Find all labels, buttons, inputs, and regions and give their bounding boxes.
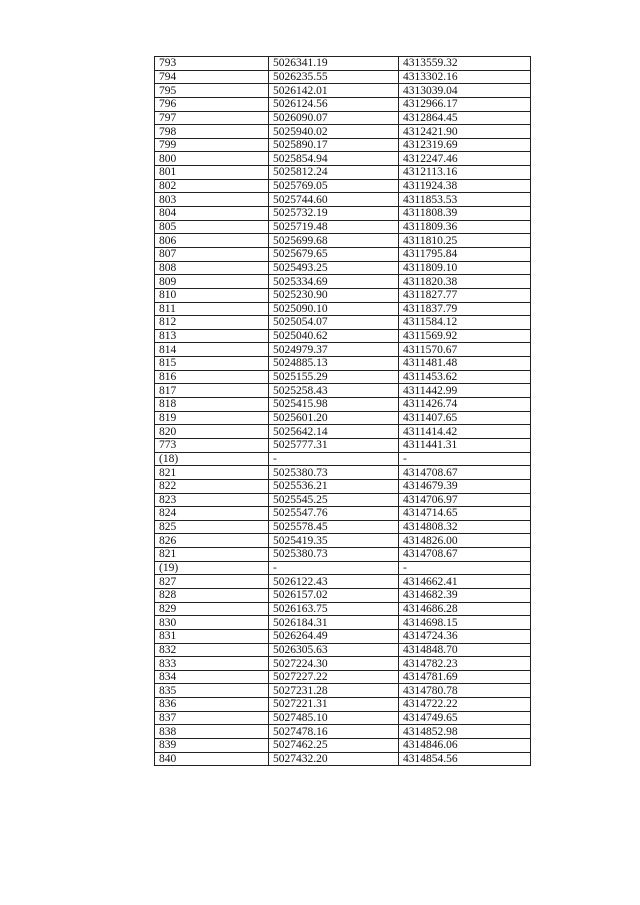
point-number-cell: 817 — [155, 384, 269, 398]
y-coordinate-cell: 4314780.78 — [399, 684, 531, 698]
x-coordinate-cell: 5025890.17 — [269, 138, 399, 152]
y-coordinate-cell: 4314852.98 — [399, 725, 531, 739]
table-row — [155, 207, 531, 221]
y-coordinate-cell: 4314846.06 — [399, 739, 531, 753]
table-row — [155, 288, 531, 302]
table-row — [155, 534, 531, 548]
y-coordinate-cell: 4311924.38 — [399, 179, 531, 193]
table-row — [155, 438, 531, 452]
x-coordinate-cell: 5026264.49 — [269, 629, 399, 643]
point-number-cell: 800 — [155, 152, 269, 166]
table-row — [155, 111, 531, 125]
coordinates-table — [154, 56, 531, 766]
x-coordinate-cell: 5025155.29 — [269, 370, 399, 384]
x-coordinate-cell: 5025054.07 — [269, 316, 399, 330]
x-coordinate-cell: 5025854.94 — [269, 152, 399, 166]
y-coordinate-cell: 4314749.65 — [399, 711, 531, 725]
table-row — [155, 411, 531, 425]
table-row — [155, 507, 531, 521]
y-coordinate-cell: 4314714.65 — [399, 507, 531, 521]
y-coordinate-cell: 4311809.10 — [399, 261, 531, 275]
table-row — [155, 466, 531, 480]
y-coordinate-cell: 4311827.77 — [399, 288, 531, 302]
point-number-cell: 828 — [155, 588, 269, 602]
x-coordinate-cell: - — [269, 561, 399, 575]
table-row — [155, 179, 531, 193]
y-coordinate-cell: 4314808.32 — [399, 520, 531, 534]
x-coordinate-cell: 5025769.05 — [269, 179, 399, 193]
y-coordinate-cell: 4313559.32 — [399, 57, 531, 71]
point-number-cell: 830 — [155, 616, 269, 630]
point-number-cell: 812 — [155, 316, 269, 330]
point-number-cell: 811 — [155, 302, 269, 316]
x-coordinate-cell: 5026341.19 — [269, 57, 399, 71]
x-coordinate-cell: 5025545.25 — [269, 493, 399, 507]
y-coordinate-cell: 4314679.39 — [399, 479, 531, 493]
point-number-cell: 804 — [155, 207, 269, 221]
y-coordinate-cell: 4314708.67 — [399, 548, 531, 562]
point-number-cell: 836 — [155, 698, 269, 712]
point-number-cell: (18) — [155, 452, 269, 466]
table-row — [155, 425, 531, 439]
y-coordinate-cell: 4312319.69 — [399, 138, 531, 152]
table-row — [155, 520, 531, 534]
y-coordinate-cell: 4314686.28 — [399, 602, 531, 616]
y-coordinate-cell: 4314826.00 — [399, 534, 531, 548]
y-coordinate-cell: 4314706.97 — [399, 493, 531, 507]
y-coordinate-cell: 4312966.17 — [399, 97, 531, 111]
point-number-cell: 839 — [155, 739, 269, 753]
point-number-cell: 835 — [155, 684, 269, 698]
point-number-cell: 829 — [155, 602, 269, 616]
table-row — [155, 247, 531, 261]
x-coordinate-cell: 5026235.55 — [269, 70, 399, 84]
x-coordinate-cell: 5027227.22 — [269, 670, 399, 684]
y-coordinate-cell: 4314781.69 — [399, 670, 531, 684]
x-coordinate-cell: 5025493.25 — [269, 261, 399, 275]
y-coordinate-cell: 4313039.04 — [399, 84, 531, 98]
x-coordinate-cell: 5025642.14 — [269, 425, 399, 439]
table-row — [155, 725, 531, 739]
point-number-cell: 815 — [155, 357, 269, 371]
table-row — [155, 302, 531, 316]
y-coordinate-cell: 4314724.36 — [399, 629, 531, 643]
table-row — [155, 588, 531, 602]
point-number-cell: 827 — [155, 575, 269, 589]
x-coordinate-cell: 5026163.75 — [269, 602, 399, 616]
point-number-cell: 795 — [155, 84, 269, 98]
table-row — [155, 125, 531, 139]
point-number-cell: 809 — [155, 275, 269, 289]
x-coordinate-cell: 5025777.31 — [269, 438, 399, 452]
x-coordinate-cell: 5025536.21 — [269, 479, 399, 493]
y-coordinate-cell: 4311837.79 — [399, 302, 531, 316]
table-row — [155, 548, 531, 562]
y-coordinate-cell: - — [399, 561, 531, 575]
x-coordinate-cell: 5025230.90 — [269, 288, 399, 302]
point-number-cell: (19) — [155, 561, 269, 575]
x-coordinate-cell: 5025679.65 — [269, 247, 399, 261]
table-row — [155, 193, 531, 207]
table-row — [155, 343, 531, 357]
point-number-cell: 826 — [155, 534, 269, 548]
y-coordinate-cell: 4311441.31 — [399, 438, 531, 452]
x-coordinate-cell: 5025419.35 — [269, 534, 399, 548]
point-number-cell: 834 — [155, 670, 269, 684]
x-coordinate-cell: 5025732.19 — [269, 207, 399, 221]
table-row — [155, 752, 531, 766]
table-row — [155, 643, 531, 657]
y-coordinate-cell: 4312113.16 — [399, 166, 531, 180]
point-number-cell: 820 — [155, 425, 269, 439]
y-coordinate-cell: 4314698.15 — [399, 616, 531, 630]
y-coordinate-cell: 4311809.36 — [399, 220, 531, 234]
y-coordinate-cell: 4311795.84 — [399, 247, 531, 261]
table-row — [155, 329, 531, 343]
y-coordinate-cell: 4314854.56 — [399, 752, 531, 766]
y-coordinate-cell: 4311569.92 — [399, 329, 531, 343]
x-coordinate-cell: 5025547.76 — [269, 507, 399, 521]
table-row — [155, 261, 531, 275]
y-coordinate-cell: 4314782.23 — [399, 657, 531, 671]
point-number-cell: 799 — [155, 138, 269, 152]
y-coordinate-cell: 4311426.74 — [399, 398, 531, 412]
y-coordinate-cell: 4311853.53 — [399, 193, 531, 207]
y-coordinate-cell: 4311453.62 — [399, 370, 531, 384]
point-number-cell: 797 — [155, 111, 269, 125]
point-number-cell: 814 — [155, 343, 269, 357]
x-coordinate-cell: 5026124.56 — [269, 97, 399, 111]
point-number-cell: 821 — [155, 466, 269, 480]
x-coordinate-cell: 5025812.24 — [269, 166, 399, 180]
point-number-cell: 806 — [155, 234, 269, 248]
table-row — [155, 316, 531, 330]
y-coordinate-cell: 4311481.48 — [399, 357, 531, 371]
x-coordinate-cell: 5025719.48 — [269, 220, 399, 234]
x-coordinate-cell: 5025380.73 — [269, 466, 399, 480]
table-row — [155, 711, 531, 725]
point-number-cell: 816 — [155, 370, 269, 384]
x-coordinate-cell: 5026142.01 — [269, 84, 399, 98]
point-number-cell: 819 — [155, 411, 269, 425]
x-coordinate-cell: 5027231.28 — [269, 684, 399, 698]
x-coordinate-cell: 5025699.68 — [269, 234, 399, 248]
y-coordinate-cell: 4312421.90 — [399, 125, 531, 139]
point-number-cell: 833 — [155, 657, 269, 671]
table-row — [155, 84, 531, 98]
y-coordinate-cell: 4311808.39 — [399, 207, 531, 221]
point-number-cell: 823 — [155, 493, 269, 507]
point-number-cell: 807 — [155, 247, 269, 261]
x-coordinate-cell: - — [269, 452, 399, 466]
table-row — [155, 452, 531, 466]
point-number-cell: 802 — [155, 179, 269, 193]
x-coordinate-cell: 5026184.31 — [269, 616, 399, 630]
y-coordinate-cell: 4311407.65 — [399, 411, 531, 425]
y-coordinate-cell: - — [399, 452, 531, 466]
x-coordinate-cell: 5025040.62 — [269, 329, 399, 343]
table-row — [155, 398, 531, 412]
point-number-cell: 796 — [155, 97, 269, 111]
point-number-cell: 801 — [155, 166, 269, 180]
x-coordinate-cell: 5027224.30 — [269, 657, 399, 671]
table-row — [155, 384, 531, 398]
y-coordinate-cell: 4314708.67 — [399, 466, 531, 480]
table-row — [155, 234, 531, 248]
table-row — [155, 602, 531, 616]
y-coordinate-cell: 4311810.25 — [399, 234, 531, 248]
point-number-cell: 794 — [155, 70, 269, 84]
y-coordinate-cell: 4311570.67 — [399, 343, 531, 357]
point-number-cell: 803 — [155, 193, 269, 207]
point-number-cell: 773 — [155, 438, 269, 452]
y-coordinate-cell: 4312247.46 — [399, 152, 531, 166]
table-row — [155, 698, 531, 712]
x-coordinate-cell: 5025415.98 — [269, 398, 399, 412]
point-number-cell: 825 — [155, 520, 269, 534]
y-coordinate-cell: 4311442.99 — [399, 384, 531, 398]
x-coordinate-cell: 5027432.20 — [269, 752, 399, 766]
x-coordinate-cell: 5025940.02 — [269, 125, 399, 139]
table-row — [155, 739, 531, 753]
x-coordinate-cell: 5025090.10 — [269, 302, 399, 316]
point-number-cell: 824 — [155, 507, 269, 521]
point-number-cell: 798 — [155, 125, 269, 139]
y-coordinate-cell: 4311820.38 — [399, 275, 531, 289]
y-coordinate-cell: 4312864.45 — [399, 111, 531, 125]
x-coordinate-cell: 5026090.07 — [269, 111, 399, 125]
y-coordinate-cell: 4314722.22 — [399, 698, 531, 712]
y-coordinate-cell: 4311584.12 — [399, 316, 531, 330]
table-row — [155, 97, 531, 111]
table-row — [155, 166, 531, 180]
x-coordinate-cell: 5024885.13 — [269, 357, 399, 371]
x-coordinate-cell: 5027462.25 — [269, 739, 399, 753]
table-row — [155, 684, 531, 698]
x-coordinate-cell: 5025744.60 — [269, 193, 399, 207]
point-number-cell: 831 — [155, 629, 269, 643]
x-coordinate-cell: 5025578.45 — [269, 520, 399, 534]
x-coordinate-cell: 5027478.16 — [269, 725, 399, 739]
table-row — [155, 357, 531, 371]
x-coordinate-cell: 5026305.63 — [269, 643, 399, 657]
table-row — [155, 275, 531, 289]
table-row — [155, 70, 531, 84]
coordinates-table-body — [155, 57, 531, 766]
x-coordinate-cell: 5025258.43 — [269, 384, 399, 398]
table-row — [155, 575, 531, 589]
x-coordinate-cell: 5026157.02 — [269, 588, 399, 602]
table-row — [155, 220, 531, 234]
point-number-cell: 821 — [155, 548, 269, 562]
point-number-cell: 808 — [155, 261, 269, 275]
table-row — [155, 138, 531, 152]
point-number-cell: 822 — [155, 479, 269, 493]
x-coordinate-cell: 5025601.20 — [269, 411, 399, 425]
y-coordinate-cell: 4314682.39 — [399, 588, 531, 602]
x-coordinate-cell: 5026122.43 — [269, 575, 399, 589]
point-number-cell: 793 — [155, 57, 269, 71]
point-number-cell: 813 — [155, 329, 269, 343]
table-row — [155, 670, 531, 684]
x-coordinate-cell: 5027221.31 — [269, 698, 399, 712]
table-row — [155, 493, 531, 507]
x-coordinate-cell: 5025380.73 — [269, 548, 399, 562]
table-row — [155, 479, 531, 493]
x-coordinate-cell: 5024979.37 — [269, 343, 399, 357]
table-row — [155, 152, 531, 166]
point-number-cell: 840 — [155, 752, 269, 766]
table-row — [155, 370, 531, 384]
x-coordinate-cell: 5025334.69 — [269, 275, 399, 289]
table-row — [155, 561, 531, 575]
y-coordinate-cell: 4314848.70 — [399, 643, 531, 657]
table-row — [155, 629, 531, 643]
point-number-cell: 805 — [155, 220, 269, 234]
point-number-cell: 832 — [155, 643, 269, 657]
table-row — [155, 657, 531, 671]
y-coordinate-cell: 4314662.41 — [399, 575, 531, 589]
x-coordinate-cell: 5027485.10 — [269, 711, 399, 725]
point-number-cell: 810 — [155, 288, 269, 302]
table-row — [155, 57, 531, 71]
point-number-cell: 838 — [155, 725, 269, 739]
point-number-cell: 818 — [155, 398, 269, 412]
y-coordinate-cell: 4313302.16 — [399, 70, 531, 84]
table-row — [155, 616, 531, 630]
point-number-cell: 837 — [155, 711, 269, 725]
y-coordinate-cell: 4311414.42 — [399, 425, 531, 439]
